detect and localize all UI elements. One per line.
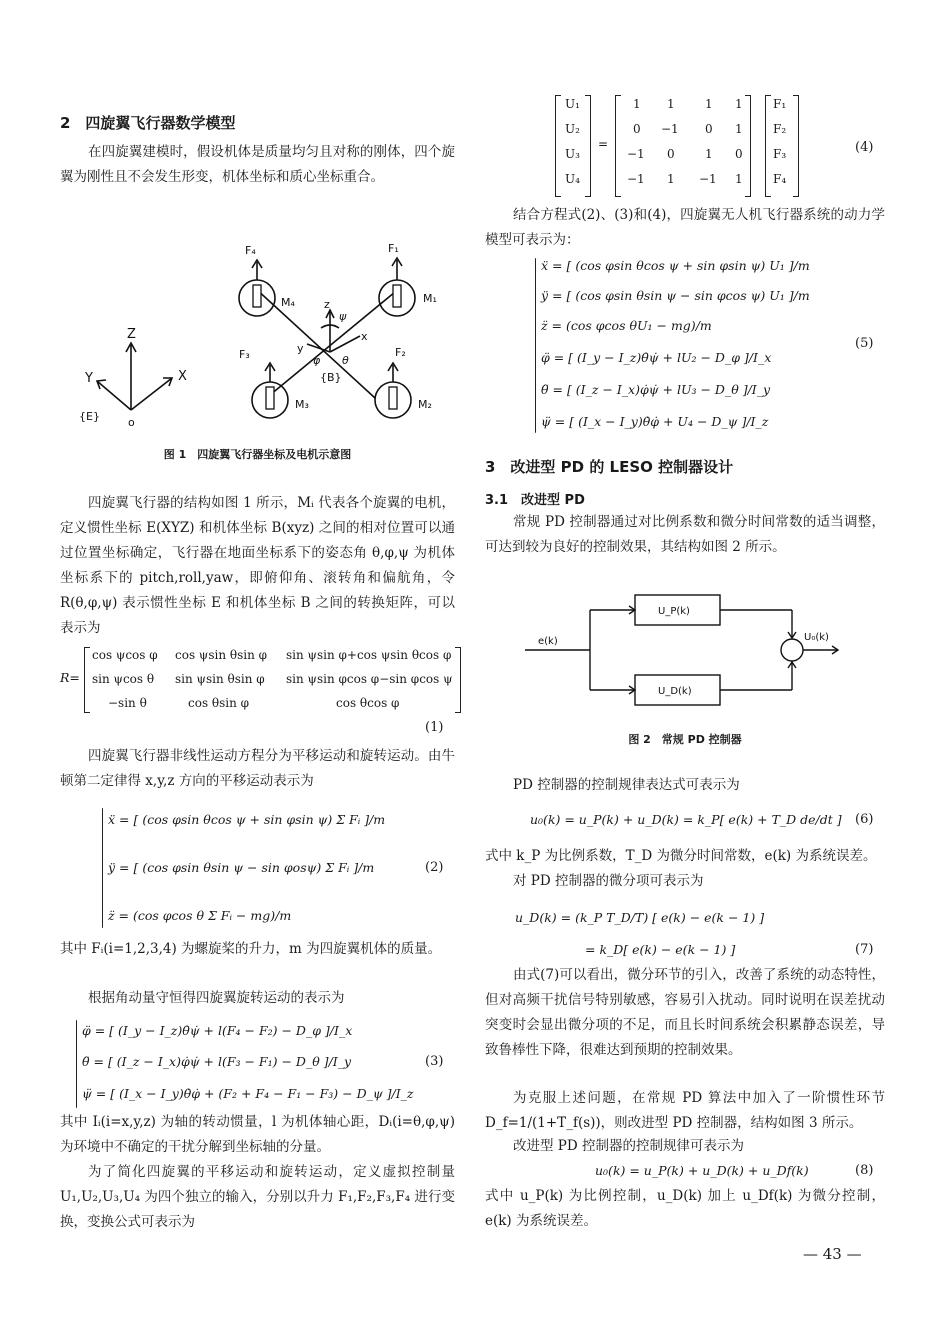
section2-para6: 其中 Iᵢ(i=x,y,z) 为轴的转动惯量，l 为机体轴心距，Dᵢ(i=θ,φ,ψ) 为环境中不确定的干扰分解到坐标轴的分量。 [60,1114,455,1155]
matrix-R [60,645,455,715]
eq4-U4: U₄ [565,172,580,186]
eq7-number: (7) [855,942,874,957]
eq4-F4: F₄ [773,172,787,186]
fig2-ud-label: U_D(k) [658,686,692,697]
section3-para7: 改进型 PD 控制器的控制规律可表示为 [513,1138,744,1154]
label-F1: F₁ [388,242,399,255]
eq4-m32: 0 [667,147,675,161]
eq2-line2: ÿ = [ (cos φsin θsin ψ − sin φosψ) Σ Fᵢ ]/m [108,860,375,875]
R13: sin ψsin φ+cos ψsin θcos φ [286,648,452,662]
label-body-z: z [324,298,330,311]
R12: cos ψsin θsin φ [175,648,268,662]
eq4-matrix [555,95,885,200]
eq5-line1: ẍ = [ (cos φsin θcos ψ + sin φsin ψ) U₁ ]/m [541,258,810,273]
label-M1: M₁ [423,292,437,305]
eq4-m42: 1 [667,172,675,186]
eq6: u₀(k) = u_P(k) + u_D(k) = k_P[ e(k) + T_D de/dt ] [530,812,842,827]
section2-para4: 其中 Fᵢ(i=1,2,3,4) 为螺旋桨的升力，m 为四旋翼机体的质量。 [60,941,442,957]
eq3-line2: θ̈ = [ (I_z − I_x)φ̇ψ̇ + l(F₃ − F₁) − D_θ ]/I_y [82,1054,352,1069]
label-B: {B} [320,371,342,384]
label-Y: Y [85,371,93,386]
sum-node [781,639,803,661]
eq2-line3: z̈ = (cos φcos θ Σ Fᵢ − mg)/m [108,908,292,923]
eq4-F1: F₁ [773,97,787,111]
R31: −sin θ [108,696,147,710]
axis-Y [97,381,131,410]
eq4-number: (4) [855,140,874,155]
label-phi: φ [313,354,321,367]
eq4-F3: F₃ [773,147,787,161]
label-M3: M₃ [295,398,309,411]
eq4-m21: 0 [633,122,641,136]
eq2-line1: ẍ = [ (cos φsin θcos ψ + sin φsin ψ) Σ Fᵢ ]/m [108,812,386,827]
figure2-diagram [520,590,850,720]
label-X: X [178,369,187,384]
eq4-m31: −1 [627,147,645,161]
figure2-caption: 图 2 常规 PD 控制器 [628,733,742,746]
fig2-up-label: U_P(k) [658,606,690,617]
eq7-line1: u_D(k) = (k_P T_D/T) [ e(k) − e(k − 1) ] [515,910,765,925]
eq5-line2: ÿ = [ (cos φsin θsin ψ − sin φcos ψ) U₁ ]/m [541,288,810,303]
section3-para5: 由式(7)可以看出，微分环节的引入，改善了系统的动态特性，但对高频干扰信号特别敏感，容易引入扰动。同时说明在误差扰动突变时会显出微分项的不足，而且长时间系统会积累静态误差，导致鲁棒性下降，很难达到预期的控制效果。 [485,967,885,1058]
R33: cos θcos φ [336,696,400,710]
eq4-m14: 1 [735,97,743,111]
eq4-m22: −1 [661,122,679,136]
eq4-F2: F₂ [773,122,787,136]
R21: sin ψcos θ [92,672,155,686]
eq4-m43: −1 [699,172,717,186]
eq2-number: (2) [425,860,444,875]
label-psi: ψ [339,310,347,323]
section3-para1: 常规 PD 控制器通过对比例系数和微分时间常数的适当调整，可达到较为良好的控制效果，其结构如图 2 所示。 [485,514,885,555]
eq4-U3: U₃ [565,147,580,161]
eq4-equals: = [598,137,609,151]
eq4-m33: 1 [705,147,713,161]
section2-para3: 四旋翼飞行器非线性运动方程分为平移运动和旋转运动。由牛顿第二定律得 x,y,z 方向的平移运动表示为 [60,748,455,789]
eq7-line2: = k_D[ e(k) − e(k − 1) ] [585,942,736,957]
eq4-m12: 1 [667,97,675,111]
label-body-y: y [297,342,304,355]
figure1-diagram [75,240,455,430]
eq6-number: (6) [855,812,874,827]
label-Z: Z [127,327,136,342]
eq5-line4: φ̈ = [ (I_y − I_z)θ̇ψ̇ + lU₂ − D_φ ]/I_x [541,350,772,365]
eq4-m41: −1 [627,172,645,186]
eq5-line6: ψ̈ = [ (I_x − I_y)θ̇φ̇ + U₄ − D_ψ ]/I_z [541,414,769,429]
section3-para8: 式中 u_P(k) 为比例控制，u_D(k) 加上 u_Df(k) 为微分控制，e(k) 为系统误差。 [485,1188,885,1229]
section2-para1: 在四旋翼建模时，假设机体是质量均匀且对称的刚体，四个旋翼为刚性且不会发生形变，机体坐标和质心坐标重合。 [60,144,455,185]
section3-para6: 为克服上述问题，在常规 PD 算法中加入了一阶惯性环节 D_f=1/(1+T_f(s))，则改进型 PD 控制器，结构如图 3 所示。 [485,1090,885,1131]
page-number: — 43 — [803,1245,862,1263]
section2-para7: 为了简化四旋翼的平移运动和旋转运动，定义虚拟控制量 U₁,U₂,U₃,U₄ 为四个独立的输入，分别以升力 F₁,F₂,F₃,F₄ 进行变换，变换公式可表示为 [60,1164,455,1230]
label-E: {E} [79,410,100,423]
eq1-number: (1) [425,720,444,735]
eq4-m24: 1 [735,122,743,136]
figure1-caption: 图 1 四旋翼飞行器坐标及电机示意图 [163,448,352,461]
label-F4: F₄ [245,244,256,257]
label-M4: M₄ [281,296,295,309]
R32: cos θsin φ [188,696,250,710]
eq3-line3: ψ̈ = [ (I_x − I_y)θ̇φ̇ + (F₂ + F₄ − F₁ − F₃) − D_ψ ]/I_z [82,1086,414,1101]
section2-para2: 四旋翼飞行器的结构如图 1 所示，Mᵢ 代表各个旋翼的电机，定义惯性坐标 E(XYZ) 和机体坐标 B(xyz) 之间的相对位置可以通过位置坐标确定，飞行器在地面坐标系下的姿态角 θ,φ,ψ 为机体坐标系下的 pitch,roll,yaw，即俯仰角、滚转角和偏航角，令 R(θ,φ,ψ) 表示惯性坐标 E 和机体坐标 B 之间的转换矩阵，可以表示为 [60,495,455,636]
section3-para4: 对 PD 控制器的微分项可表示为 [513,873,704,889]
eq5-line5: θ̈ = [ (I_z − I_x)φ̇ψ̇ + lU₃ − D_θ ]/I_y [541,382,771,397]
eq5-line3: z̈ = (cos φcos θU₁ − mg)/m [541,318,712,333]
eq4-U1: U₁ [565,97,580,111]
label-F2: F₂ [395,346,406,359]
label-O: o [128,416,135,429]
section3-title: 3 改进型 PD 的 LESO 控制器设计 [485,458,734,476]
eq3-number: (3) [425,1054,444,1069]
right-para1: 结合方程式(2)、(3)和(4)，四旋翼无人机飞行器系统的动力学模型可表示为： [485,207,885,248]
R22: sin ψsin θsin φ [175,672,265,686]
eq4-m11: 1 [633,97,641,111]
eq4-m23: 0 [705,122,713,136]
eq8: u₀(k) = u_P(k) + u_D(k) + u_Df(k) [595,1163,809,1178]
eq4-m34: 0 [735,147,743,161]
label-theta: θ [342,354,349,367]
label-M2: M₂ [418,398,432,411]
section3-sub1: 3.1 改进型 PD [485,493,585,508]
fig2-out-label: U₀(k) [804,632,829,643]
eq5-number: (5) [855,336,874,351]
eq4-m13: 1 [705,97,713,111]
axis-X [131,378,172,410]
label-F3: F₃ [239,348,250,361]
fig2-input-label: e(k) [538,636,558,647]
eq8-number: (8) [855,1163,874,1178]
eq4-m44: 1 [735,172,743,186]
section2-title: 2 四旋翼飞行器数学模型 [60,114,236,132]
section3-para2: PD 控制器的控制规律表达式可表示为 [513,777,740,793]
R11: cos ψcos φ [92,648,158,662]
eq3-line1: φ̈ = [ (I_y − I_z)θ̇ψ̇ + l(F₄ − F₂) − D_φ ]/I_x [82,1023,353,1038]
section2-para5: 根据角动量守恒得四旋翼旋转运动的表示为 [88,990,345,1006]
label-body-x: x [361,330,368,343]
eq4-U2: U₂ [565,122,580,136]
section3-para3: 式中 k_P 为比例系数，T_D 为微分时间常数，e(k) 为系统误差。 [485,848,877,864]
R23: sin ψsin φcos φ−sin φcos ψ [286,672,453,686]
matrix-R-lhs: R= [60,670,80,685]
